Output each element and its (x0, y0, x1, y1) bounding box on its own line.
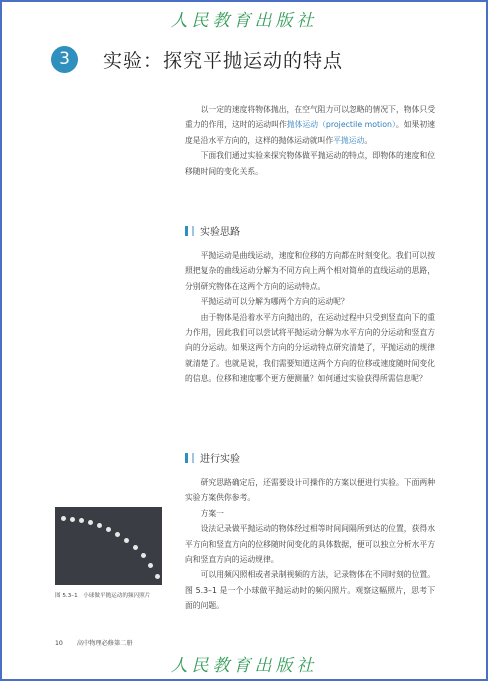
intro-text-part: 以一定的速度将物体抛出，在空气阻力可以忽略的情况下，物体只受重力的作用，这时的运动叫作 (185, 105, 435, 130)
ball (79, 518, 84, 523)
paragraph: 设法记录做平抛运动的物体经过相等时间间隔所到达的位置，获得水平方向和竖直方向的位移随时间变化的具体数据，便可以独立分析水平方向和竖直方向的运动规律。 (185, 524, 435, 565)
ball (141, 553, 146, 558)
intro-paragraph-2: 下面我们通过实验来探究物体做平抛运动的特点，即物体的速度和位移随时间的变化关系。 (185, 151, 435, 176)
intro-paragraph-1 (185, 102, 435, 148)
heading-marker (185, 226, 188, 236)
paragraph: 平抛运动是曲线运动，速度和位移的方向都在时刻变化。我们可以按照把复杂的曲线运动分解为不同方向上两个相对简单的直线运动的思路，分别研究物体在这两个方向的运动特点。 (185, 251, 435, 291)
ball (124, 538, 129, 543)
ball (106, 527, 111, 532)
book-title: 高中物理必修第二册 (76, 640, 133, 647)
page-footer (55, 638, 133, 647)
page-number: 10 (55, 640, 63, 647)
ball (70, 517, 75, 522)
ball (88, 520, 93, 525)
ball (61, 516, 66, 521)
intro-text-part: 。 (364, 135, 373, 145)
ball (148, 563, 153, 568)
keyword-horizontal-projectile: 平抛运动 (333, 135, 365, 145)
paragraph: 由于物体是沿着水平方向抛出的，在运动过程中只受到竖直向下的重力作用，因此我们可以尝试将平抛运动分解为水平方向的分运动和竖直方向的分运动。如果这两个方向的分运动特点研究清楚了，平抛运动的规律就清楚了。也就是说，我们需要知道这两个方向的位移或速度随时间变化的信息。位移和速度哪个更方便测量？如何通过实验获得所需信息呢？ (185, 312, 435, 384)
figure-caption: 图 5.3–1 小球做平抛运动的频闪照片 (55, 593, 151, 599)
heading-text: 实验思路 (200, 227, 240, 238)
keyword-projectile-motion: 抛体运动（projectile motion） (286, 120, 396, 130)
heading-conduct-experiment (185, 450, 240, 465)
strobe-photo-projectile (55, 507, 162, 585)
section-experiment-text (185, 475, 435, 614)
paragraph: 平抛运动可以分解为哪两个方向的运动呢？ (200, 297, 349, 307)
heading-marker (192, 453, 194, 463)
section-number-badge: 3 (51, 46, 78, 73)
ball (133, 545, 138, 550)
section-idea-text (185, 248, 435, 387)
ball (115, 532, 120, 537)
heading-text: 进行实验 (200, 454, 240, 465)
publisher-logo-bottom: 人民教育出版社 (170, 656, 318, 676)
paragraph: 方案一 (200, 508, 224, 518)
heading-marker (192, 226, 194, 236)
heading-experiment-idea (185, 223, 240, 238)
publisher-logo-top: 人民教育出版社 (170, 11, 318, 31)
intro-text-part: 。如果初速度是沿水平方向的，这样的抛体运动就叫作 (185, 120, 436, 145)
ball (97, 523, 102, 528)
paragraph: 研究思路确定后，还需要设计可操作的方案以便进行实验。下面两种实验方案供你参考。 (185, 478, 435, 503)
intro-text (185, 102, 435, 179)
section-title: 实验：探究平抛运动的特点 (103, 50, 344, 72)
ball (155, 574, 160, 579)
paragraph: 可以用频闪照相或者录制视频的方法，记录物体在不同时刻的位置。图 5.3–1 是一个小球做平抛运动时的频闪照片。观察这幅照片，思考下面的问题。 (185, 570, 435, 611)
heading-marker (185, 453, 188, 463)
